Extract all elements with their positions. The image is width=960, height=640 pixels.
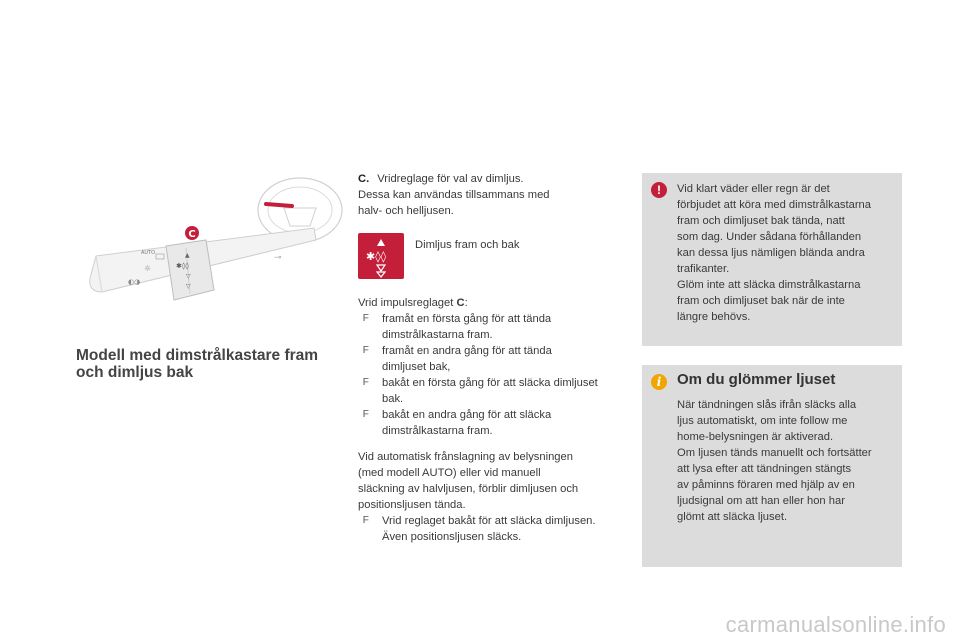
instructions-column [358, 171, 628, 545]
warning-line: fram och dimljuset bak tända, natt [677, 215, 845, 227]
info-line: Om ljusen tänds manuellt och fortsätter [677, 447, 872, 459]
list-item [358, 407, 628, 439]
impulse-ref: C [456, 297, 465, 309]
warning-line: förbjudet att köra med dimstrålkastarna [677, 199, 872, 211]
list-item [358, 343, 628, 375]
bullet-marker-icon: F [360, 313, 369, 324]
auto-line1: Vid automatisk frånslagning av belysningen [358, 451, 573, 463]
fog-lights-symbol-icon [358, 233, 404, 279]
auto-line4: positionsljusen tända. [358, 499, 466, 511]
sidelight-icon: ☼ [144, 264, 152, 273]
warning-line: fram och dimljuset bak när de inte [677, 295, 845, 307]
lighting-stalk-illustration [78, 168, 348, 318]
info-line: av påminns föraren med hjälp av en [677, 479, 855, 491]
ring-up-arrow-icon: ▲ [185, 252, 190, 259]
impulse-colon: : [464, 297, 468, 309]
info-icon: i [651, 374, 667, 390]
section-title-line2: och dimljus bak [76, 364, 194, 381]
item-line: framåt en andra gång för att tända [382, 345, 552, 357]
intro-line3: halv- och helljusen. [358, 205, 454, 217]
ring-down-arrow-icon: ▽ [186, 273, 191, 280]
impulse-lead-text: Vrid impulsreglaget [358, 297, 454, 309]
auto-list [358, 513, 628, 545]
stalk-drawing [78, 168, 348, 318]
bullet-marker-icon: F [360, 515, 369, 526]
watermark: carmanualsonline.info [725, 612, 946, 637]
auto-line2: (med modell AUTO) eller vid manuell [358, 467, 541, 479]
auto-switch-label: AUTO [141, 250, 156, 256]
item-line: framåt en första gång för att tända [382, 313, 552, 325]
item-line: bakåt en andra gång för att släcka [382, 409, 552, 421]
fog-lights-symbol-drawing [358, 233, 404, 279]
key-icon: ⊸ [274, 253, 282, 263]
item-line: bak. [382, 393, 404, 405]
item-line: Även positionsljusen släcks. [382, 531, 522, 543]
ring-fog-light-icon: ✱◊◊ [176, 262, 189, 270]
impulse-lead [358, 295, 628, 311]
callout-c-letter: C [188, 229, 196, 240]
info-box [642, 365, 902, 567]
info-line: home-belysningen är aktiverad. [677, 431, 834, 443]
item-line: bakåt en första gång för att släcka dimljuset [382, 377, 598, 389]
section-title [76, 347, 346, 381]
section-title-line1: Modell med dimstrålkastare fram [76, 347, 319, 364]
bullet-marker-icon: F [360, 377, 369, 388]
warning-line: trafikanter. [677, 263, 730, 275]
item-line: dimstrålkastarna fram. [382, 425, 493, 437]
fog-symbol-label: Dimljus fram och bak [415, 239, 520, 251]
warning-line: som dag. Under sådana förhållanden [677, 231, 862, 243]
info-line: När tändningen slås ifrån släcks alla [677, 399, 857, 411]
info-title: Om du glömmer ljuset [677, 371, 836, 388]
info-line: att lysa efter att tändningen stängts [677, 463, 852, 475]
info-line: glömt att släcka ljuset. [677, 511, 788, 523]
warning-line: längre behövs. [677, 311, 751, 323]
intro-line2: Dessa kan användas tillsammans med [358, 189, 550, 201]
headlight-icon: ◐◑ [128, 278, 141, 286]
fog-symbol-row [358, 233, 628, 285]
info-line: ljus automatiskt, om inte follow me [677, 415, 848, 427]
svg-text:✱◊◊: ✱◊◊ [366, 250, 387, 263]
warning-text [677, 181, 899, 325]
item-line: dimstrålkastarna fram. [382, 329, 493, 341]
item-line: dimljuset bak, [382, 361, 451, 373]
intro-label: C. [358, 173, 370, 185]
list-item [358, 513, 628, 545]
warning-icon: ! [651, 182, 667, 198]
info-line: ljudsignal om att han eller hon har [677, 495, 845, 507]
info-text [677, 397, 899, 525]
bullet-marker-icon: F [360, 345, 369, 356]
intro-line1 [358, 171, 628, 187]
intro-text1: Vridreglage för val av dimljus. [377, 173, 524, 185]
auto-line3: släckning av halvljusen, förblir dimljusen och [358, 483, 579, 495]
stalk-highlight [266, 204, 292, 206]
ring-down-arrow-2-icon: ▽ [186, 283, 191, 290]
item-line: Vrid reglaget bakåt för att släcka dimljusen. [382, 515, 596, 527]
warning-box [642, 173, 902, 346]
warning-line: Vid klart väder eller regn är det [677, 183, 830, 195]
warning-line: Glöm inte att släcka dimstrålkastarna [677, 279, 861, 291]
steering-hub [284, 208, 316, 226]
bullet-marker-icon: F [360, 409, 369, 420]
list-item [358, 311, 628, 343]
list-item [358, 375, 628, 407]
impulse-list [358, 311, 628, 439]
warning-line: kan dessa ljus nämligen blända andra [677, 247, 865, 259]
